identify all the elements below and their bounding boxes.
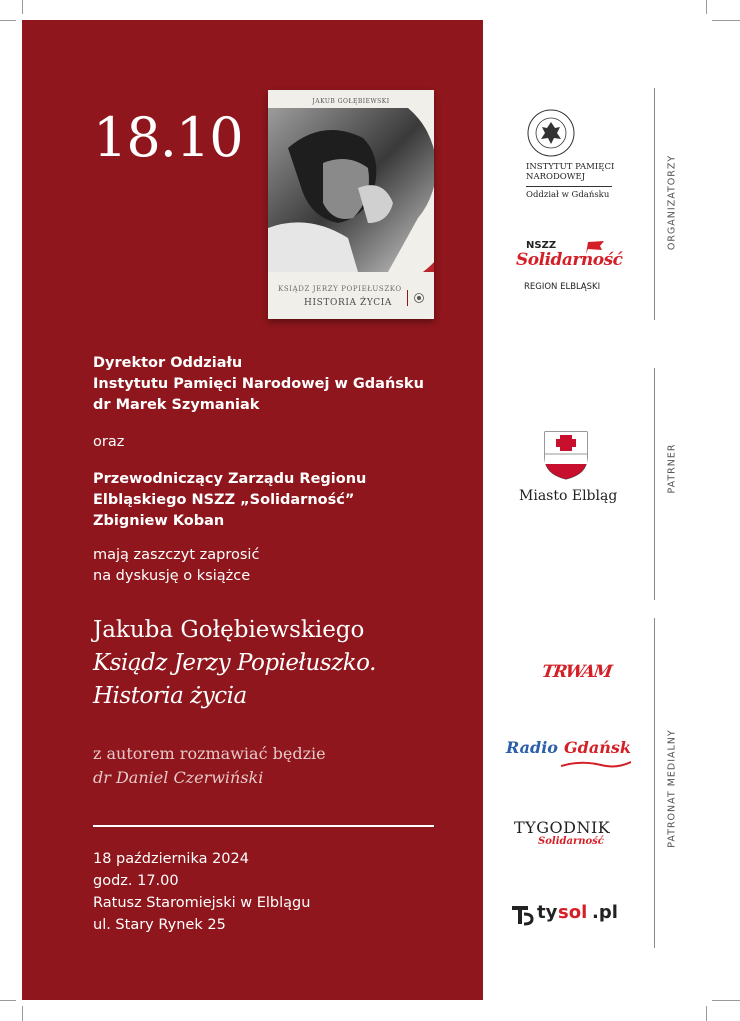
book-title-line: Historia życia xyxy=(93,683,247,709)
event-date: 18 października 2024 xyxy=(93,851,249,867)
crop-mark xyxy=(0,1000,16,1001)
crop-mark xyxy=(712,1000,740,1001)
cover-photo xyxy=(268,108,434,272)
section-label-organizers: ORGANIZATORZY xyxy=(666,154,678,251)
tysol-icon xyxy=(510,902,534,926)
event-time: godz. 17.00 xyxy=(93,873,179,889)
moderator-name: dr Daniel Czerwiński xyxy=(93,768,264,787)
host2-block xyxy=(93,469,366,532)
section-label-partner: PATRNER xyxy=(666,443,678,494)
trwam-wordmark: TRWAM xyxy=(540,662,613,682)
gdansk-wordmark: Gdańsk xyxy=(564,738,631,757)
crop-mark xyxy=(712,20,740,21)
ipn-name-line: INSTYTUT PAMIĘCI xyxy=(526,162,615,172)
radio-wordmark: Radio xyxy=(506,738,558,757)
book-author: Jakuba Gołębiewskiego xyxy=(93,617,365,643)
event-details xyxy=(93,848,310,936)
tygodnik-wordmark: TYGODNIK xyxy=(514,818,611,837)
host1-line: Instytutu Pamięci Narodowej w Gdańsku xyxy=(93,376,424,392)
solidarnosc-region-logo xyxy=(516,240,621,298)
event-venue: Ratusz Staromiejski w Elblągu xyxy=(93,895,311,911)
event-date-big: 18.10 xyxy=(93,106,243,169)
tysol-wordmark-ty: ty xyxy=(537,902,558,923)
book-title-line: Ksiądz Jerzy Popiełuszko. xyxy=(93,650,376,676)
host1-block xyxy=(93,353,424,416)
elblag-logo xyxy=(519,430,619,510)
section-divider xyxy=(654,618,655,948)
host2-line: Przewodniczący Zarządu Regionu xyxy=(93,471,367,487)
crop-mark xyxy=(706,1006,707,1021)
host1-name: dr Marek Szymaniak xyxy=(93,397,260,413)
section-divider xyxy=(654,368,655,600)
tysol-wordmark-sol: sol xyxy=(558,902,588,923)
elblag-label: Miasto Elbląg xyxy=(519,488,618,504)
crop-mark xyxy=(706,0,707,14)
region-label: REGION ELBLĄSKI xyxy=(524,282,601,292)
nszz-label: NSZZ xyxy=(526,240,557,251)
radio-gdansk-logo xyxy=(506,736,636,776)
book-title xyxy=(93,647,376,713)
tysol-logo xyxy=(510,900,630,930)
ipn-seal-icon xyxy=(526,108,576,158)
section-divider xyxy=(654,88,655,320)
divider-rule xyxy=(93,825,434,827)
crop-mark xyxy=(22,0,23,14)
flag-icon xyxy=(584,240,606,254)
invite-line: mają zaszczyt zaprosić xyxy=(93,547,260,563)
book-cover xyxy=(268,90,434,319)
crop-mark xyxy=(22,1006,23,1021)
tygodnik-logo xyxy=(514,818,624,858)
moderator-intro: z autorem rozmawiać będzie xyxy=(93,744,326,763)
wave-icon xyxy=(561,760,631,770)
ipn-rule xyxy=(526,186,612,187)
section-label-media: PATRONAT MEDIALNY xyxy=(666,729,678,848)
cover-title-bottom: HISTORIA ŻYCIA xyxy=(304,298,393,308)
event-address: ul. Stary Rynek 25 xyxy=(93,917,226,933)
crop-mark xyxy=(0,20,16,21)
tygodnik-solidarnosc: Solidarność xyxy=(538,836,604,847)
ipn-logo xyxy=(526,108,615,200)
cover-divider xyxy=(407,290,408,306)
host2-line: Elbląskiego NSZZ „Solidarność” xyxy=(93,492,355,508)
trwam-logo xyxy=(540,660,613,690)
ipn-name-line: NARODOWEJ xyxy=(526,172,586,182)
cover-author: JAKUB GOŁĘBIEWSKI xyxy=(312,98,390,105)
invite-text xyxy=(93,545,259,587)
elblag-coat-of-arms-icon xyxy=(543,430,589,480)
host2-name: Zbigniew Koban xyxy=(93,513,225,529)
cover-title-top: KSIĄDZ JERZY POPIEŁUSZKO xyxy=(278,285,402,293)
ipn-branch: Oddział w Gdańsku xyxy=(526,190,610,200)
tysol-wordmark-pl: .pl xyxy=(592,902,618,923)
cover-ipn-mark xyxy=(414,293,424,303)
invite-line: na dyskusję o książce xyxy=(93,568,251,584)
connector-text: oraz xyxy=(93,434,125,450)
host1-line: Dyrektor Oddziału xyxy=(93,355,243,371)
solidarnosc-wordmark: Solidarność xyxy=(516,250,623,270)
